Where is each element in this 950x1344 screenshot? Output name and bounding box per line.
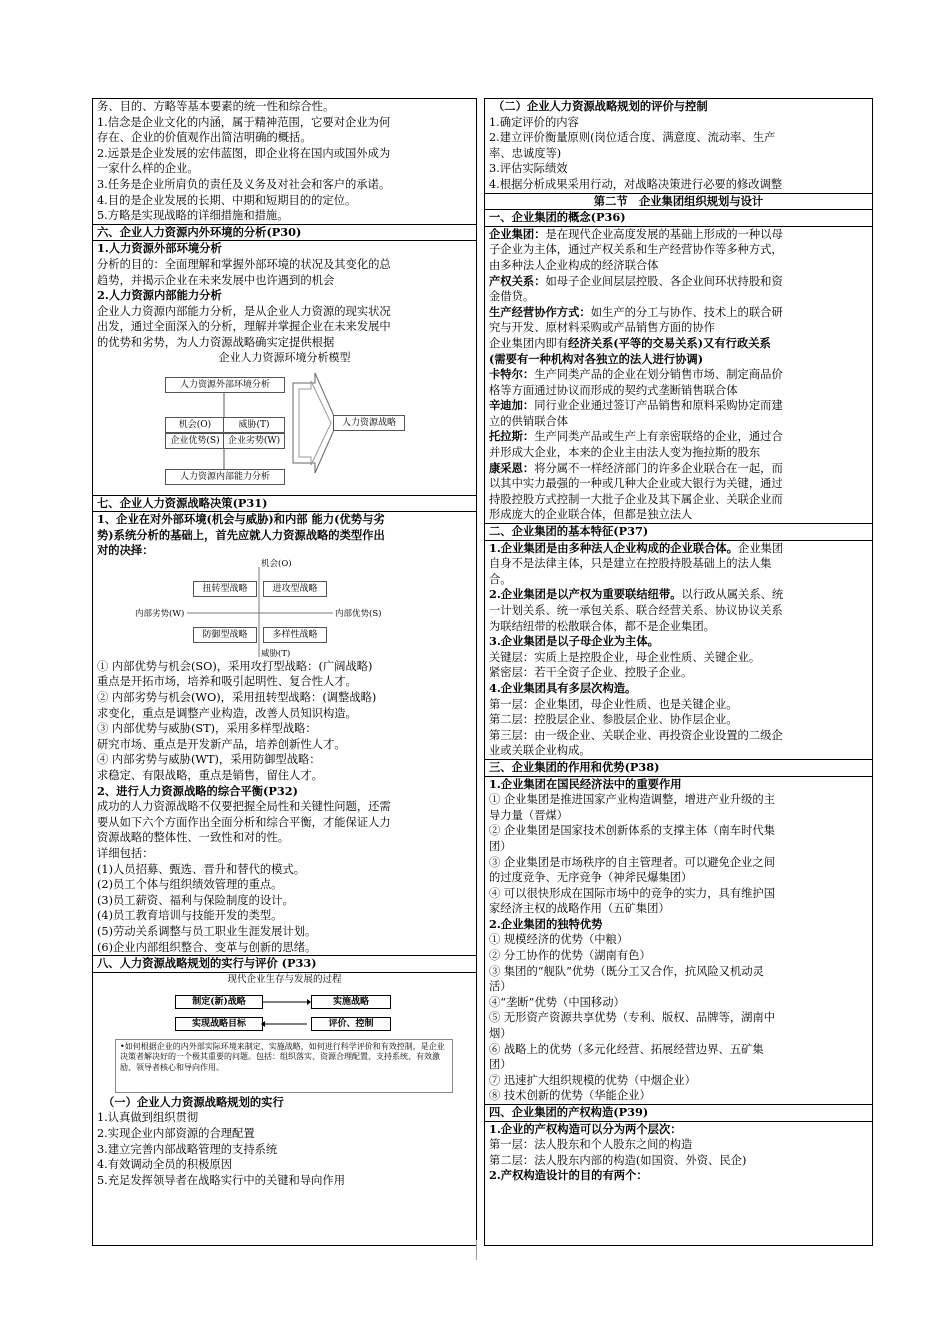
line-text: 第二层：控股层企业、参股层企业、协作层企业。 bbox=[489, 713, 738, 727]
line-bold-text: 托拉斯： bbox=[489, 429, 535, 444]
text-line bbox=[489, 274, 868, 290]
text-line bbox=[489, 414, 868, 430]
line-text: 以其中实力最强的一种或几种大企业或大银行为关键，通过 bbox=[489, 477, 783, 491]
matrix-q4: 多样性战略 bbox=[263, 627, 327, 643]
text-line bbox=[489, 917, 868, 933]
line-text: ③ 企业集团是市场秩序的自主管理者。可以避免企业之间 bbox=[489, 855, 776, 869]
section-heading-8: 八、人力资源战略规划的实行与评价 (P33) bbox=[93, 955, 476, 973]
text-line bbox=[489, 541, 868, 557]
line-text: 业或关联企业构成。 bbox=[489, 744, 591, 758]
line-text: ⑧ 技术创新的优势（华能企业） bbox=[489, 1089, 651, 1103]
text-line bbox=[489, 979, 868, 995]
property-structure-text bbox=[485, 1122, 872, 1184]
line-text: 立的供销联合体 bbox=[489, 414, 569, 428]
matrix-q1: 扭转型战略 bbox=[193, 581, 257, 597]
section-heading-1: 一、企业集团的概念(P36) bbox=[485, 210, 872, 227]
strength-box: 企业优势(S) bbox=[165, 433, 225, 449]
text-line bbox=[489, 995, 868, 1011]
line-bold-text: 1.企业集团是由多种法人企业构成的企业联合体。 bbox=[489, 540, 739, 555]
line-text: 究与开发、原材料采购或产品销售方面的协作 bbox=[489, 321, 715, 335]
line-bold-text: 经济关系(平等的交易关系)又有行政关系 bbox=[568, 335, 771, 350]
text-line: 分析的目的：全面理解和掌握外部环境的状况及其变化的总 bbox=[97, 257, 391, 271]
line-bold-text: 康采恩： bbox=[489, 460, 535, 475]
section-heading-7: 七、企业人力资源战略决策(P31) bbox=[93, 495, 476, 513]
text-line bbox=[489, 1057, 868, 1073]
text-line: (2)员工个体与组织绩效管理的重点。 bbox=[97, 878, 283, 892]
matrix-inner-weak: 内部劣势(W) bbox=[135, 608, 185, 619]
line-text: ② 分工协作的优势（湖南有色） bbox=[489, 949, 651, 963]
line-text: 合。 bbox=[489, 572, 512, 586]
line-bold-text: 1.企业的产权构造可以分为两个层次： bbox=[489, 1121, 682, 1136]
column-gap-mark bbox=[476, 1240, 477, 1260]
text-line: 率、忠诚度等) bbox=[489, 146, 562, 160]
text-line bbox=[489, 445, 868, 461]
env-model-title: 企业人力资源环境分析模型 bbox=[218, 350, 351, 364]
concept-text bbox=[485, 227, 872, 523]
decision-intro bbox=[93, 512, 476, 559]
text-line: 3.建立完善内部战略管理的支持系统 bbox=[97, 1142, 278, 1156]
matrix-q2: 进攻型战略 bbox=[263, 581, 327, 597]
matrix-threat: 威胁(T) bbox=[261, 648, 291, 659]
line-text: 团） bbox=[489, 839, 512, 853]
opportunity-box: 机会(O) bbox=[165, 417, 225, 433]
text-line bbox=[489, 777, 868, 793]
line-text: 团） bbox=[489, 1058, 512, 1072]
text-line bbox=[489, 242, 868, 258]
matrix-opportunity: 机会(O) bbox=[261, 558, 292, 569]
text-line: ① 内部优势与机会(SO)，采用攻打型战略：(广阔战略) bbox=[97, 659, 373, 673]
text-line bbox=[489, 901, 868, 917]
internal-analysis-box: 人力资源内部能力分析 bbox=[165, 469, 285, 485]
text-line bbox=[489, 792, 868, 808]
line-text: ① 企业集团是推进国家产业构造调整，增进产业升级的主 bbox=[489, 793, 776, 807]
text-line bbox=[489, 603, 868, 619]
line-text: 如生产的分工与协作、技术上的联合研 bbox=[590, 305, 783, 319]
line-text: 以行政从属关系、统 bbox=[681, 588, 784, 602]
text-line: 企业人力资源内部能力分析，是从企业人力资源的现实状况 bbox=[97, 304, 391, 318]
line-bold-text: 2.产权构造设计的目的有两个： bbox=[489, 1168, 648, 1183]
matrix-q3: 防御型战略 bbox=[193, 627, 257, 643]
line-text: 活） bbox=[489, 980, 512, 994]
text-line bbox=[489, 932, 868, 948]
text-line bbox=[489, 681, 868, 697]
text-line: 对的决择： bbox=[97, 543, 154, 558]
text-line: (5)劳动关系调整与员工职业生涯发展计划。 bbox=[97, 924, 317, 938]
line-text: 关键层：实质上是控股企业，母企业性质、关键企业。 bbox=[489, 650, 761, 664]
text-line bbox=[489, 572, 868, 588]
text-line bbox=[489, 1088, 868, 1104]
line-bold-text: 生产经营协作方式： bbox=[489, 304, 591, 319]
text-line bbox=[489, 1026, 868, 1042]
balance-text bbox=[93, 799, 476, 955]
section-heading-4: 四、企业集团的产权构造(P39) bbox=[485, 1104, 872, 1122]
text-line: 要从如下六个方面作出全面分析和综合平衡，才能保证人力 bbox=[97, 815, 391, 829]
implement-box: 实施战略 bbox=[311, 995, 391, 1009]
text-line: 4.有效调动全员的积极原因 bbox=[97, 1158, 233, 1172]
line-text: 第一层：法人股东和个人股东之间的构造 bbox=[489, 1138, 693, 1152]
text-line bbox=[489, 476, 868, 492]
line-text: 家经济主权的战略作用（五矿集团） bbox=[489, 902, 670, 916]
text-line bbox=[489, 507, 868, 523]
text-line: 详细包括： bbox=[97, 847, 154, 860]
subheading-external: 1.人力资源外部环境分析 bbox=[97, 241, 222, 256]
line-text: ③ 集团的“舰队”优势（既分工又合作，抗风险又机动灵 bbox=[489, 964, 764, 978]
line-text: ⑦ 迅速扩大组织规模的优势（中烟企业） bbox=[489, 1073, 696, 1087]
line-text: 生产同类产品的企业在划分销售市场、制定商品价 bbox=[534, 368, 783, 382]
line-bold-text: 2.企业集团是以产权为重要联结纽带。 bbox=[489, 587, 682, 602]
text-line: 4.目的是企业发展的长期、中期和短期目的的定位。 bbox=[97, 193, 357, 207]
text-line: 1.确定评价的内容 bbox=[489, 115, 579, 129]
line-text: 由多种法人企业构成的经济联合体 bbox=[489, 258, 659, 272]
line-text: 将分属不一样经济部门的许多企业联合在一起，而 bbox=[534, 461, 783, 475]
text-line: (1)人员招募、甄选、晋升和替代的模式。 bbox=[97, 862, 306, 876]
line-text: 企业集团 bbox=[738, 541, 784, 555]
line-bold-text: 产权关系： bbox=[489, 273, 546, 288]
text-line bbox=[489, 461, 868, 477]
text-line bbox=[489, 398, 868, 414]
cycle-diagram bbox=[93, 973, 476, 1095]
evaluate-box: 评价、控制 bbox=[311, 1017, 391, 1031]
text-line bbox=[489, 743, 868, 759]
text-line: 重点是开拓市场，培养和吸引起明性、复合性人才。 bbox=[97, 675, 357, 689]
line-text: 导力量（晋煤） bbox=[489, 808, 569, 822]
text-line: 研究市场、重点是开发新产品，培养创新性人才。 bbox=[97, 737, 346, 751]
subheading-balance: 2、进行人力资源战略的综合平衡(P32) bbox=[97, 783, 298, 798]
line-text: 持股控股方式控制一大批子企业及其下属企业、关联企业而 bbox=[489, 492, 783, 506]
weakness-box: 企业劣势(W) bbox=[223, 433, 285, 449]
line-text: ④ 可以很快形成在国际市场中的竞争的实力，具有维护国 bbox=[489, 886, 776, 900]
text-line: 3.任务是企业所肩负的责任及义务及对社会和客户的承诺。 bbox=[97, 177, 391, 191]
section-title: 第二节 企业集团组织规划与设计 bbox=[485, 193, 872, 211]
line-text: 如母子企业间层层控股、各企业间环状持股和资 bbox=[545, 274, 783, 288]
text-line bbox=[489, 320, 868, 336]
text-line bbox=[489, 352, 868, 368]
env-model-diagram bbox=[93, 351, 476, 495]
line-text: 的过度竞争、无序竞争（神斧民爆集团） bbox=[489, 871, 693, 885]
text-line bbox=[489, 1010, 868, 1026]
text-line: 存在、企业的价值观作出简洁明确的概括。 bbox=[97, 131, 312, 145]
line-text: 子企业为主体，通过产权关系和生产经营协作等多种方式， bbox=[489, 243, 783, 257]
line-bold-text: 1.企业集团在国民经济法中的重要作用 bbox=[489, 776, 682, 791]
line-text: 同行业企业通过签订产品销售和原料采购协定而建 bbox=[534, 399, 783, 413]
text-line bbox=[489, 492, 868, 508]
text-line: (3)员工薪资、福利与保险制度的设计。 bbox=[97, 893, 294, 907]
line-text: 第一层：企业集团，母企业性质、也是关键企业。 bbox=[489, 697, 738, 711]
line-text: ② 企业集团是国家技术创新体系的支撑主体（南车时代集 bbox=[489, 824, 776, 838]
section-heading-6: 六、企业人力资源内外环境的分析(P30) bbox=[93, 224, 476, 242]
line-text: 并形成大企业，本来的企业主由法人变为拖拉斯的股东 bbox=[489, 446, 761, 460]
text-line bbox=[489, 429, 868, 445]
text-line: 1.认真做到组织贯彻 bbox=[97, 1111, 199, 1125]
implementation-list bbox=[93, 1110, 476, 1188]
text-line: (4)员工教育培训与技能开发的类型。 bbox=[97, 909, 283, 923]
text-line: 2.建立评价衡量原则(岗位适合度、满意度、流动率、生产 bbox=[489, 131, 776, 145]
text-line bbox=[489, 808, 868, 824]
line-bold-text: (需要有一种机构对各独立的法人进行协调) bbox=[489, 351, 704, 366]
text-line: 资源战略的整体性、一致性和对的性。 bbox=[97, 831, 290, 845]
make-strategy-box: 制定(新)战略 bbox=[175, 995, 263, 1009]
text-line bbox=[489, 305, 868, 321]
line-bold-text: 企业集团： bbox=[489, 226, 546, 241]
line-text: 形成庞大的企业联合体，但都是独立法人 bbox=[489, 508, 693, 522]
internal-analysis-text bbox=[93, 304, 476, 351]
text-line: 趋势，并揭示企业在未来发展中也许遇到的机会 bbox=[97, 273, 335, 287]
line-text: 格等方面通过协议而形成的契约式垄断销售联合体 bbox=[489, 383, 738, 397]
line-text: 烟） bbox=[489, 1027, 512, 1041]
text-line bbox=[489, 948, 868, 964]
line-text: 紧密层：若干全资子企业、控股子企业。 bbox=[489, 666, 693, 680]
text-line: 5.方略是实现战略的详细措施和措施。 bbox=[97, 209, 289, 223]
text-line bbox=[489, 964, 868, 980]
line-bold-text: 卡特尔： bbox=[489, 367, 535, 382]
text-line: 势)系统分析的基础上，首先应就人力资源战略的类型作出 bbox=[97, 527, 385, 542]
line-bold-text: 辛迪加： bbox=[489, 398, 535, 413]
line-text: ⑤ 无形资产资源共享优势（专利、版权、品牌等，湖南中 bbox=[489, 1011, 776, 1025]
text-line bbox=[489, 697, 868, 713]
subheading-internal: 2.人力资源内部能力分析 bbox=[97, 288, 222, 303]
hr-strategy-box: 人力资源战略 bbox=[333, 415, 405, 431]
text-line bbox=[489, 258, 868, 274]
text-line bbox=[489, 336, 868, 352]
text-line: 务、目的、方略等基本要素的统一性和综合性。 bbox=[97, 100, 335, 113]
cycle-title: 现代企业生存与发展的过程 bbox=[227, 973, 342, 985]
text-line bbox=[489, 1168, 868, 1184]
line-text: 金借贷。 bbox=[489, 290, 535, 304]
text-line: 的优势和劣势，为人力资源战略确实定提供根据 bbox=[97, 335, 335, 349]
text-line: 出发，通过全面深入的分析，理解并掌握企业在未来发展中 bbox=[97, 320, 391, 334]
subheading-implementation: （一）企业人力资源战略规划的实行 bbox=[103, 1094, 284, 1109]
line-text: 自身不是法律主体，只是建立在控股持股基础上的法人集 bbox=[489, 557, 772, 571]
text-line bbox=[489, 227, 868, 243]
text-line bbox=[489, 650, 868, 666]
text-line bbox=[489, 1042, 868, 1058]
section-heading-3: 三、企业集团的作用和优势(P38) bbox=[485, 759, 872, 777]
text-line bbox=[489, 855, 868, 871]
strategy-matrix bbox=[93, 559, 476, 659]
line-bold-text: 2.企业集团的独特优势 bbox=[489, 916, 603, 931]
right-column bbox=[484, 98, 873, 1246]
line-text: 为联结纽带的松散联合体，都不是企业集团。 bbox=[489, 619, 715, 633]
text-line: 2.实现企业内部资源的合理配置 bbox=[97, 1126, 255, 1140]
section-heading-2: 二、企业集团的基本特征(P37) bbox=[485, 523, 872, 541]
line-text: ⑥ 战略上的优势（多元化经营、拓展经营边界、五矿集 bbox=[489, 1042, 764, 1056]
text-line: 5.充足发挥领导者在战略实行中的关键和导向作用 bbox=[97, 1173, 346, 1187]
text-line bbox=[489, 870, 868, 886]
text-line bbox=[489, 1073, 868, 1089]
env-arrow-shape bbox=[93, 351, 478, 495]
line-text: ① 规模经济的优势（中粮） bbox=[489, 933, 629, 947]
text-line: 4.根据分析成果采用行动，对战略决策进行必要的修改调整 bbox=[489, 177, 783, 191]
left-column bbox=[92, 98, 477, 1246]
text-line bbox=[489, 1122, 868, 1138]
text-line bbox=[489, 289, 868, 305]
text-line: ④ 内部劣势与威胁(WT)，采用防御型战略： bbox=[97, 753, 321, 767]
text-line: (6)企业内部组织整合、变革与创新的思绪。 bbox=[97, 940, 317, 954]
text-line bbox=[489, 728, 868, 744]
strategy-types-text bbox=[93, 659, 476, 784]
intro-block bbox=[93, 99, 476, 224]
text-line bbox=[489, 1137, 868, 1153]
cycle-arrows bbox=[93, 973, 478, 1043]
line-text: 生产同类产品或生产上有亲密联络的企业，通过合 bbox=[534, 430, 783, 444]
line-text: 一计划关系、统一承包关系、联合经营关系、协议协议关系 bbox=[489, 604, 783, 617]
external-analysis-box: 人力资源外部环境分析 bbox=[165, 377, 285, 393]
line-text: 第三层：由一级企业、关联企业、再投资企业设置的二级企 bbox=[489, 728, 783, 742]
text-line: 3.评估实际绩效 bbox=[489, 162, 568, 176]
line-bold-text: 3.企业集团是以子母企业为主体。 bbox=[489, 634, 659, 649]
text-line bbox=[489, 587, 868, 603]
text-line bbox=[489, 383, 868, 399]
text-line bbox=[489, 886, 868, 902]
text-line bbox=[489, 1153, 868, 1169]
cycle-note: •如何根据企业的内外部实际环境来制定、实施战略，如何进行科学评价和有效控制，是企业决策者解决好的一个极其重要的问题。包括：组织落实、资源合理配置、支持系统、有效激励、领导者核心和导向作用。 bbox=[115, 1039, 453, 1093]
evaluation-list bbox=[485, 115, 872, 193]
text-line: 求变化，重点是调整产业构造，改善人员知识构造。 bbox=[97, 706, 357, 720]
text-line: 2.远景是企业发展的宏伟蓝图，即企业将在国内或国外成为 bbox=[97, 146, 391, 160]
evaluation-heading: （二）企业人力资源战略规划的评价与控制 bbox=[493, 99, 708, 113]
text-line bbox=[489, 367, 868, 383]
text-line: 1.信念是企业文化的内涵，属于精神范围，它要对企业为何 bbox=[97, 115, 391, 129]
text-line bbox=[489, 619, 868, 635]
line-text: 是在现代企业高度发展的基础上形成的一种以母 bbox=[545, 227, 783, 241]
matrix-inner-strong: 内部优势(S) bbox=[335, 608, 382, 619]
text-line: 一家什么样的企业。 bbox=[97, 162, 199, 176]
features-text bbox=[485, 541, 872, 759]
text-line: ② 内部劣势与机会(WO)，采用扭转型战略：(调整战略) bbox=[97, 691, 377, 705]
text-line bbox=[489, 839, 868, 855]
text-line: 求稳定、有限战略，重点是销售，留住人才。 bbox=[97, 769, 323, 783]
threat-box: 威胁(T) bbox=[223, 417, 285, 433]
text-line bbox=[489, 556, 868, 572]
text-line bbox=[489, 634, 868, 650]
text-line: ③ 内部优势与威胁(ST)，采用多样型战略： bbox=[97, 722, 317, 736]
line-text: 企业集团内即有 bbox=[489, 336, 569, 350]
text-line: 1、企业在对外部环境(机会与威胁)和内部 能力(优势与劣 bbox=[97, 512, 385, 527]
role-text bbox=[485, 777, 872, 1104]
text-line: 成功的人力资源战略不仅要把握全局性和关键性问题，还需 bbox=[97, 800, 391, 814]
achieve-box: 实现战略目标 bbox=[175, 1017, 263, 1031]
text-line bbox=[489, 665, 868, 681]
line-text: 第二层：法人股东内部的构造(如国资、外资、民企) bbox=[489, 1153, 747, 1167]
line-text: ④“垄断”优势（中国移动） bbox=[489, 995, 625, 1009]
line-bold-text: 4.企业集团具有多层次构造。 bbox=[489, 680, 637, 695]
text-line bbox=[489, 823, 868, 839]
external-analysis-text bbox=[93, 257, 476, 288]
text-line bbox=[489, 712, 868, 728]
